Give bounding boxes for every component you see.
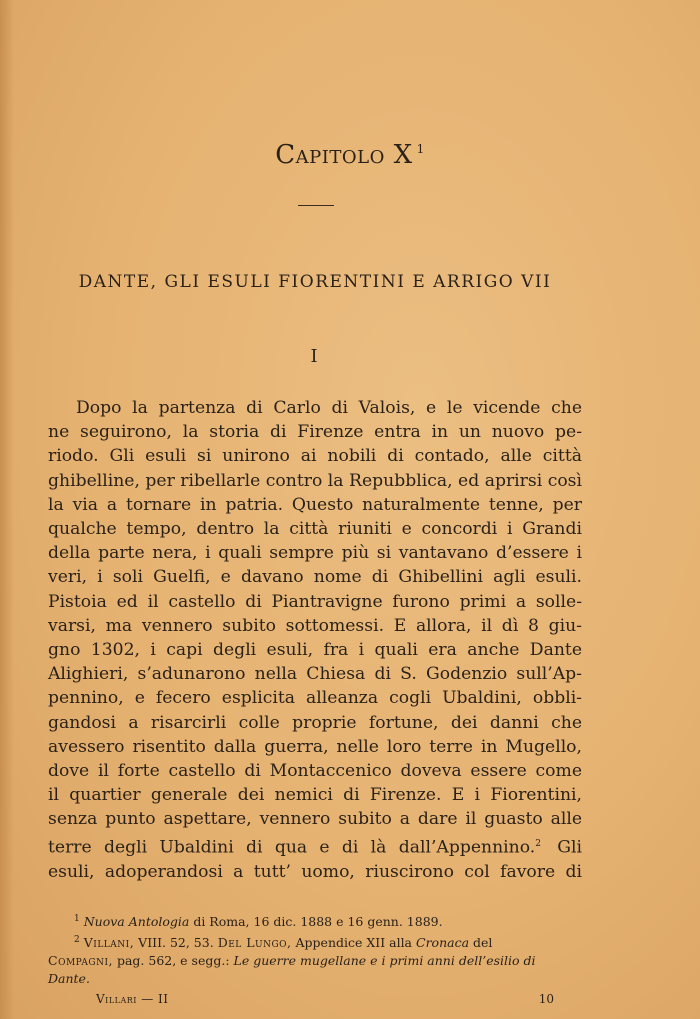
page-footer — [96, 992, 554, 1006]
footnote-2 — [48, 931, 582, 952]
body-line: senza punto aspettare, vennero subito a dare il guasto alle — [48, 809, 582, 830]
body-line: gandosi a risarcirli colle proprie fortune, dei danni che — [48, 712, 582, 733]
footnote-1 — [48, 910, 582, 931]
footnote-author: Villani, — [83, 935, 135, 951]
body-line: della parte nera, i quali sempre più si vantavano d’essere i — [48, 543, 582, 564]
body-line: pennino, e fecero esplicita alleanza cogli Ubaldini, obbli- — [48, 688, 582, 709]
footnote-mark: 2 — [74, 935, 80, 946]
body-line: Alighieri, s’adunarono nella Chiesa di S. Godenzio sull’Ap- — [48, 664, 582, 685]
body-line: qualche tempo, dentro la città riuniti e concordi i Grandi — [48, 519, 582, 540]
chapter-title-text: Capitolo X — [275, 140, 413, 170]
body-line: Dopo la partenza di Carlo di Valois, e le vicende che — [76, 398, 582, 418]
footnote-text: del — [473, 935, 493, 951]
footnote-title: Cronaca — [416, 935, 470, 951]
section-number: I — [310, 346, 318, 367]
body-line: ne seguirono, la storia di Firenze entra in un nuovo pe- — [48, 422, 582, 443]
footnote-source: Nuova Antologia — [83, 914, 190, 930]
body-line: avessero risentito dalla guerra, nelle loro terre in Mugello, — [48, 736, 582, 757]
footnote-author: Del Lungo, — [217, 935, 292, 951]
running-head: Villari — II — [96, 992, 169, 1006]
body-line-text: terre degli Ubaldini di qua e di là dall’Appennino. — [48, 837, 536, 858]
footnote-text: pag. 562, e segg.: — [116, 953, 230, 969]
footnote-text: VIII. 52, 53. — [138, 935, 214, 951]
footnotes — [48, 910, 582, 988]
footnote-author: Compagni, — [48, 953, 113, 969]
footnote-2-end: Dante. — [48, 971, 90, 987]
footnote-2-cont — [48, 952, 582, 970]
body-line: varsi, ma vennero subito sottomessi. E allora, il dì 8 giu- — [48, 615, 582, 636]
body-line: dove il forte castello di Montaccenico doveva essere come — [48, 761, 582, 782]
chapter-title — [0, 140, 700, 170]
section-heading: DANTE, GLI ESULI FIORENTINI E ARRIGO VII — [78, 272, 552, 292]
body-line — [48, 832, 582, 860]
body-line: riodo. Gli esuli si unirono ai nobili di contado, alle città — [48, 446, 582, 467]
body-line: la via a tornare in patria. Questo naturalmente tenne, per — [48, 494, 582, 515]
chapter-footnote-ref: 1 — [416, 142, 425, 157]
footnote-text: Appendice XII alla — [295, 935, 413, 951]
body-line: veri, i soli Guelfi, e davano nome di Ghibellini agli esuli. — [48, 567, 582, 588]
body-line: Pistoia ed il castello di Piantravigne furono primi a solle- — [48, 591, 582, 612]
body-line-tail: Gli — [557, 837, 582, 858]
body-line: esuli, adoperandosi a tutt’ uomo, riuscirono col favore di — [48, 861, 582, 882]
body-line: ghibelline, per ribellarle contro la Repubblica, ed aprirsi così — [48, 470, 582, 491]
body-paragraph — [48, 396, 582, 884]
body-footnote-ref: 2 — [535, 838, 541, 849]
footnote-text: di Roma, 16 dic. 1888 e 16 genn. 1889. — [193, 914, 443, 930]
body-line: gno 1302, i capi degli esuli, fra i quali era anche Dante — [48, 640, 582, 661]
title-divider — [298, 205, 334, 206]
footnote-mark: 1 — [74, 914, 80, 924]
signature-number: 10 — [538, 992, 554, 1006]
body-line: il quartier generale dei nemici di Firenze. E i Fiorentini, — [48, 785, 582, 806]
footnote-title: Le guerre mugellane e i primi anni dell’esilio di — [233, 953, 536, 969]
